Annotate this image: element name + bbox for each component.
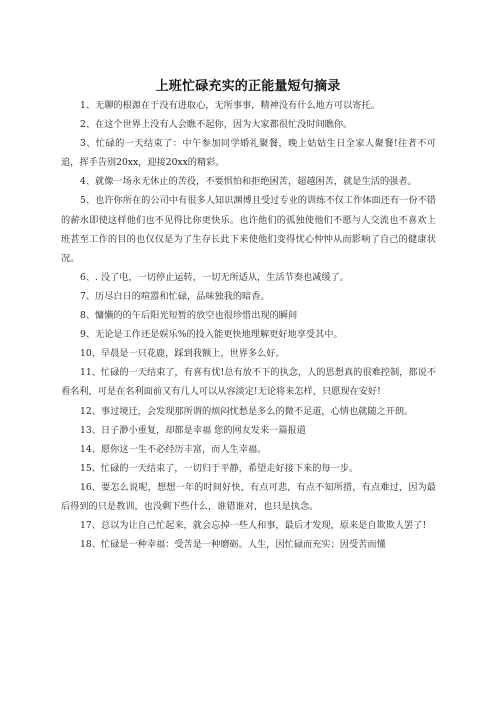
document-title: 上班忙碌充实的正能量短句摘录 <box>155 79 341 94</box>
paragraph: 10、早晨是一只花鹿，踩到我额上，世界多么好。 <box>80 348 285 360</box>
document-body <box>61 96 436 554</box>
paragraph: 2、在这个世界上没有人会瞧不起你，因为大家都很忙没时间瞧你。 <box>80 119 353 131</box>
paragraph: 4、就像一场永无休止的苦役，不要惧怕和拒绝困苦，超越困苦，就是生活的强者。 <box>80 176 417 188</box>
paragraph: 13、日子渺小重复，却都是幸福 您的网友发来一篇报道 <box>80 424 306 436</box>
paragraph: 1、无聊的根源在于没有进取心，无所事事，精神没有什么地方可以寄托。 <box>80 100 380 111</box>
paragraph: 6、. 没了电，一切停止运转，一切无所适从，生活节奏也减缓了。 <box>80 271 349 283</box>
paragraph: 16、要怎么说呢，想想一年的时间好快，有点可悲，有点不知所措，有点难过，因为最后得到的只是教训，也没剩下些什么，谁错谁对，也只是执念。 <box>61 481 436 512</box>
paragraph: 17、总以为让自己忙起来，就会忘掉一些人和事，最后才发现，原来是自欺欺人罢了! <box>80 520 427 532</box>
paragraph: 8、慵懒的的午后阳光短暂的放空也很珍惜出现的瞬间 <box>80 310 298 322</box>
paragraph: 18、忙碌是一种幸福：受苦是一种磨砺。人生，因忙碌而充实；因受苦而懂 <box>80 539 386 551</box>
paragraph: 7、历尽白日的喧嚣和忙碌，品味独我的暗香。 <box>80 290 270 302</box>
paragraph: 11、忙碌的一天结束了，有喜有忧!总有放不下的执念，人的思想真的很难控制，都说不看名利，可是在名利面前又有几人可以从容淡定!无论将来怎样，只愿现在安好! <box>61 367 436 398</box>
paragraph: 3、忙碌的一天结束了：中午参加同学婚礼聚餐，晚上姑姑生日全家人聚餐!往者不可追，挥手告别20xx，迎接20xx的精彩。 <box>61 138 436 169</box>
paragraph: 15、忙碌的一天结束了，一切归于平静，希望走好接下来的每一步。 <box>80 462 359 474</box>
paragraph: 12、事过境迁，会发现那所谓的烦闷忧愁是多么的微不足道，心情也就随之开朗。 <box>80 405 414 417</box>
paragraph: 14、愿你这一生不必经历丰富，而人生幸福。 <box>80 443 267 455</box>
paragraph: 5、也许你所在的公司中有很多人知识渊博且受过专业的训练不仅工作体面还有一份不错的薪水即使这样他们也不见得比你更快乐。也许他们的孤独使他们不愿与人交流也不喜欢上班甚至工作的目的也仅仅是为了生存长此下来使他们变得忧心忡忡从而影响了自己的健康状况。 <box>61 195 436 264</box>
paragraph: 9、无论是工作还是娱乐%的投入能更快地理解更好地享受其中。 <box>80 329 343 341</box>
